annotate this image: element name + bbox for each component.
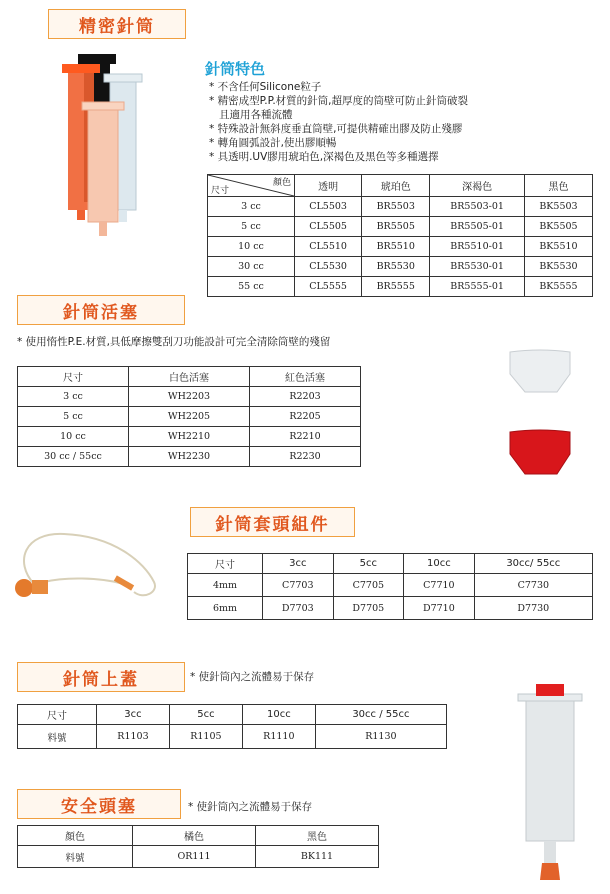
table-row	[208, 217, 593, 237]
piston-table	[17, 366, 361, 467]
cell: BR5505-01	[430, 217, 525, 237]
header-orange: 橘色	[133, 826, 256, 846]
cell: 5 cc	[18, 407, 129, 427]
cell: 10 cc	[18, 427, 129, 447]
cell: BR5555-01	[430, 277, 525, 297]
cell: 4mm	[188, 574, 263, 597]
cell: 10 cc	[208, 237, 295, 257]
cell: 3 cc	[18, 387, 129, 407]
cell: D7710	[404, 597, 475, 620]
table-row	[18, 427, 361, 447]
syringe-barrels-image	[52, 48, 152, 238]
cell: 30 cc	[208, 257, 295, 277]
cell: OR111	[133, 846, 256, 868]
table-row	[18, 846, 379, 868]
section-title-tip-assembly: 針筒套頭組件	[190, 507, 355, 537]
cell: BR5510	[362, 237, 430, 257]
cell: C7705	[333, 574, 404, 597]
feature-line-3: 且適用各種流體	[219, 109, 293, 121]
cell: BK5505	[524, 217, 592, 237]
cell: R2205	[250, 407, 361, 427]
table-row	[208, 197, 593, 217]
cell: BR5530-01	[430, 257, 525, 277]
cell: D7705	[333, 597, 404, 620]
table-row	[208, 237, 593, 257]
cell: R2230	[250, 447, 361, 467]
cell: C7703	[263, 574, 334, 597]
tip-assembly-table	[187, 553, 593, 620]
adapter-hose-image	[4, 522, 184, 612]
cell: 料號	[18, 725, 97, 749]
cell: R1130	[315, 725, 446, 749]
cell: D7703	[263, 597, 334, 620]
cell: CL5503	[295, 197, 362, 217]
feature-line-4: * 特殊設計無斜度垂直筒壁,可提供精確出膠及防止殘膠	[209, 123, 463, 135]
section-title-syringes: 精密針筒	[48, 9, 186, 39]
plugs-description: * 使針筒內之流體易于保存	[188, 801, 313, 813]
cell: BR5503	[362, 197, 430, 217]
cell: BR5505	[362, 217, 430, 237]
header-5cc: 5cc	[333, 554, 404, 574]
cell: R1105	[169, 725, 242, 749]
table-row	[208, 257, 593, 277]
header-clear: 透明	[295, 175, 362, 197]
syringe-table	[207, 174, 593, 297]
caps-description: * 使針筒內之流體易于保存	[190, 671, 315, 683]
feature-line-5: * 轉角圓弧設計,使出膠順暢	[209, 137, 337, 149]
header-5cc: 5cc	[169, 705, 242, 725]
white-piston-image	[505, 348, 575, 398]
feature-line-2: * 精密成型P.P.材質的針筒,超厚度的筒壁可防止針筒破裂	[209, 95, 468, 107]
cell: R2203	[250, 387, 361, 407]
cell: R1110	[242, 725, 315, 749]
header-amber: 琥珀色	[362, 175, 430, 197]
header-30-55cc: 30cc / 55cc	[315, 705, 446, 725]
cell: C7710	[404, 574, 475, 597]
cell: 3 cc	[208, 197, 295, 217]
feature-line-1: * 不含任何Silicone粒子	[209, 81, 322, 93]
table-row	[188, 597, 593, 620]
section-title-pistons: 針筒活塞	[17, 295, 185, 325]
corner-bottom-label: 尺寸	[211, 186, 230, 196]
cell: CL5510	[295, 237, 362, 257]
cell: BR5510-01	[430, 237, 525, 257]
header-10cc: 10cc	[242, 705, 315, 725]
header-3cc: 3cc	[97, 705, 170, 725]
table-row	[18, 725, 447, 749]
red-piston-image	[505, 428, 575, 480]
cell: R2210	[250, 427, 361, 447]
header-3cc: 3cc	[263, 554, 334, 574]
cell: BK5510	[524, 237, 592, 257]
cell: BK5503	[524, 197, 592, 217]
table-row	[18, 407, 361, 427]
cell: BR5530	[362, 257, 430, 277]
capped-syringe-image	[500, 682, 600, 890]
corner-top-label: 顏色	[272, 178, 291, 188]
cell: 6mm	[188, 597, 263, 620]
cell: BR5555	[362, 277, 430, 297]
header-30-55cc: 30cc/ 55cc	[474, 554, 592, 574]
cell: 5 cc	[208, 217, 295, 237]
header-size: 尺寸	[18, 367, 129, 387]
table-row	[208, 277, 593, 297]
pistons-description: * 使用惰性P.E.材質,具低摩擦雙刮刀功能設計可完全清除筒壁的殘留	[17, 336, 331, 348]
table-row	[18, 447, 361, 467]
header-brown: 深褐色	[430, 175, 525, 197]
cell: BR5503-01	[430, 197, 525, 217]
header-10cc: 10cc	[404, 554, 475, 574]
cell: CL5555	[295, 277, 362, 297]
cell: 55 cc	[208, 277, 295, 297]
plugs-table	[17, 825, 379, 868]
cell: C7730	[474, 574, 592, 597]
cell: D7730	[474, 597, 592, 620]
header-black: 黑色	[524, 175, 592, 197]
cell: BK5555	[524, 277, 592, 297]
cell: R1103	[97, 725, 170, 749]
cell: CL5530	[295, 257, 362, 277]
header-size: 尺寸	[18, 705, 97, 725]
cell: 料號	[18, 846, 133, 868]
table-row	[18, 387, 361, 407]
header-color: 顏色	[18, 826, 133, 846]
section-title-safety-plugs: 安全頭塞	[17, 789, 181, 819]
cell: CL5505	[295, 217, 362, 237]
cell: 30 cc / 55cc	[18, 447, 129, 467]
header-red-piston: 紅色活塞	[250, 367, 361, 387]
table-row	[188, 574, 593, 597]
corner-cell	[208, 175, 295, 197]
cell: BK5530	[524, 257, 592, 277]
cell: WH2203	[129, 387, 250, 407]
section-title-caps: 針筒上蓋	[17, 662, 185, 692]
header-white-piston: 白色活塞	[129, 367, 250, 387]
cell: BK111	[256, 846, 379, 868]
header-size: 尺寸	[188, 554, 263, 574]
header-black: 黑色	[256, 826, 379, 846]
cell: WH2205	[129, 407, 250, 427]
features-subtitle: 針筒特色	[205, 60, 266, 78]
cell: WH2210	[129, 427, 250, 447]
feature-line-6: * 具透明.UV膠用琥珀色,深褐色及黑色等多種選擇	[209, 151, 439, 163]
caps-table	[17, 704, 447, 749]
cell: WH2230	[129, 447, 250, 467]
